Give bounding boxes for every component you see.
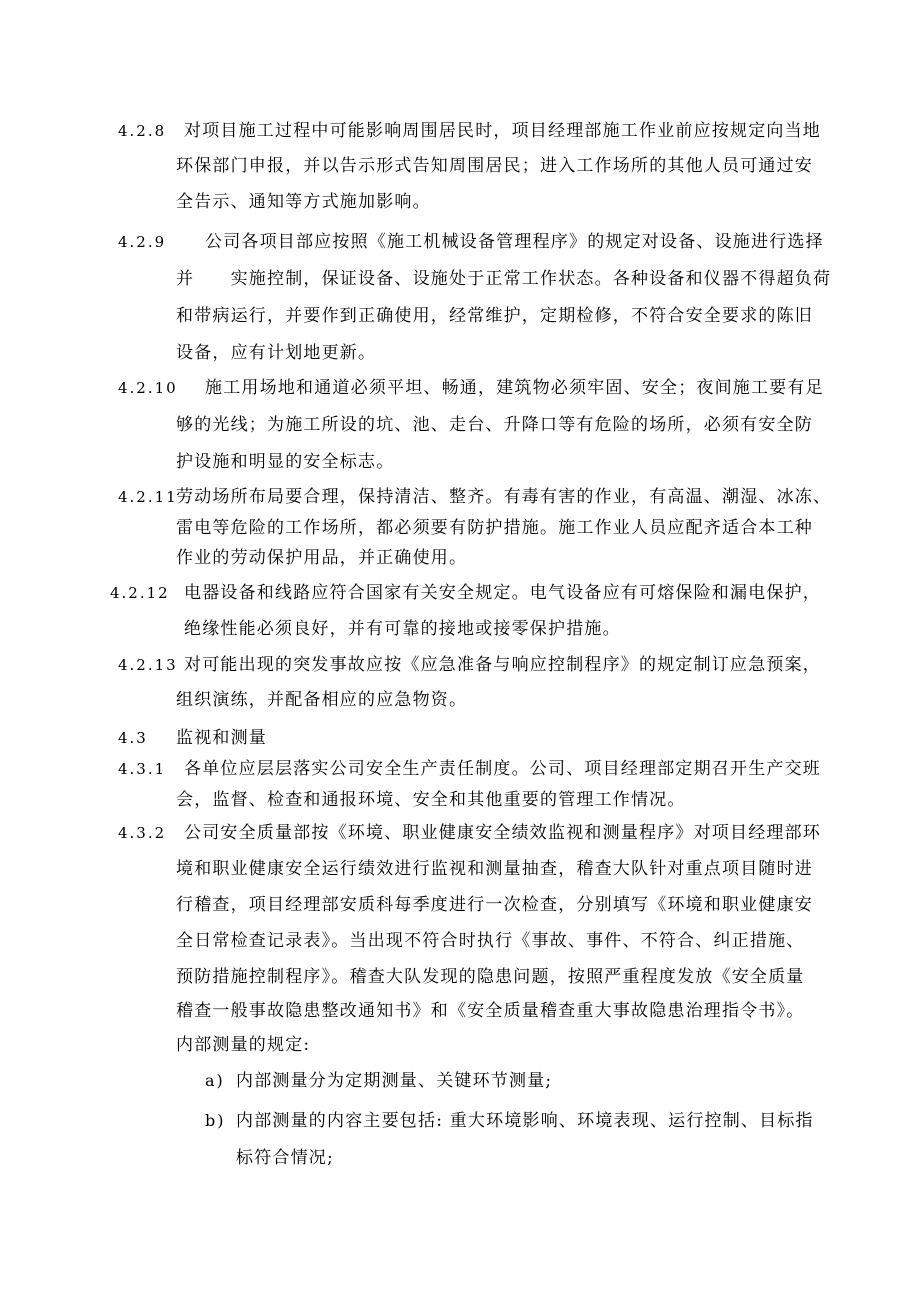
section-number: 4.2.12 [110,584,170,602]
text-line: 够的光线；为施工所设的坑、池、走台、升降口等有危险的场所，必须有安全防 [176,415,813,435]
text-line: 全告示、通知等方式施加影响。 [176,192,431,212]
list-item: 内部测量的内容主要包括: 重大环境影响、环境表现、运行控制、目标指 [236,1111,814,1131]
list-marker: b) [205,1111,226,1130]
text-line: 稽查一般事故隐患整改通知书》和《安全质量稽查重大事故隐患治理指令书》。 [176,1001,805,1021]
text-line: 作业的劳动保护用品，并正确使用。 [176,548,468,568]
text-line: 护设施和明显的安全标志。 [176,452,395,472]
text-line: 施工用场地和通道必须平坦、畅通，建筑物必须牢固、安全；夜间施工要有足 [205,378,824,398]
list-item: 标符合情况; [236,1148,334,1168]
text-line: 对可能出现的突发事故应按《应急准备与响应控制程序》的规定制订应急预案， [184,655,821,675]
section-number: 4.2.9 [118,233,167,251]
text-line: 预防措施控制程序》。稽查大队发现的隐患问题，按照严重程度发放《安全质量 [176,967,805,987]
text-line: 劳动场所布局要合理，保持清洁、整齐。有毒有害的作业，有高温、潮湿、冰冻、 [176,487,832,507]
section-number: 4.3 [118,729,148,747]
section-number: 4.3.2 [118,824,167,842]
text-line: 并 实施控制，保证设备、设施处于正常工作状态。各种设备和仪器不得超负荷 [176,269,832,289]
text-line: 行稽查，项目经理部安质科每季度进行一次检查，分别填写《环境和职业健康安 [176,895,813,915]
text-line: 环保部门申报，并以告示形式告知周围居民；进入工作场所的其他人员可通过安 [176,156,813,176]
list-marker: a) [205,1071,225,1090]
text-line: 各单位应层层落实公司安全生产责任制度。公司、项目经理部定期召开生产交班 [184,759,821,779]
text-line: 内部测量的规定: [176,1035,311,1055]
text-line: 会，监督、检查和通报环境、安全和其他重要的管理工作情况。 [176,790,686,810]
list-item: 内部测量分为定期测量、关键环节测量; [236,1071,553,1091]
text-line: 雷电等危险的工作场所，都必须要有防护措施。施工作业人员应配齐适合本工种 [176,518,813,538]
text-line: 公司各项目部应按照《施工机械设备管理程序》的规定对设备、设施进行选择 [205,232,824,252]
text-line: 对项目施工过程中可能影响周围居民时，项目经理部施工作业前应按规定向当地 [184,121,821,141]
text-line: 全日常检查记录表》。当出现不符合时执行《事故、事件、不符合、纠正措施、 [176,931,805,951]
text-line: 绝缘性能必须良好，并有可靠的接地或接零保护措施。 [184,619,621,639]
section-number: 4.2.11 [118,488,178,506]
text-line: 和带病运行，并要作到正确使用，经常维护，定期检修，不符合安全要求的陈旧 [176,306,813,326]
section-number: 4.2.13 [118,656,178,674]
section-heading: 监视和测量 [176,728,267,748]
text-line: 组织演练，并配备相应的应急物资。 [176,690,468,710]
text-line: 公司安全质量部按《环境、职业健康安全绩效监视和测量程序》对项目经理部环 [184,823,821,843]
text-line: 设备，应有计划地更新。 [176,343,377,363]
section-number: 4.2.8 [118,122,167,140]
section-number: 4.3.1 [118,760,167,778]
text-line: 电器设备和线路应符合国家有关安全规定。电气设备应有可熔保险和漏电保护， [184,583,821,603]
section-number: 4.2.10 [118,379,178,397]
text-line: 境和职业健康安全运行绩效进行监视和测量抽查，稽查大队针对重点项目随时进 [176,859,813,879]
